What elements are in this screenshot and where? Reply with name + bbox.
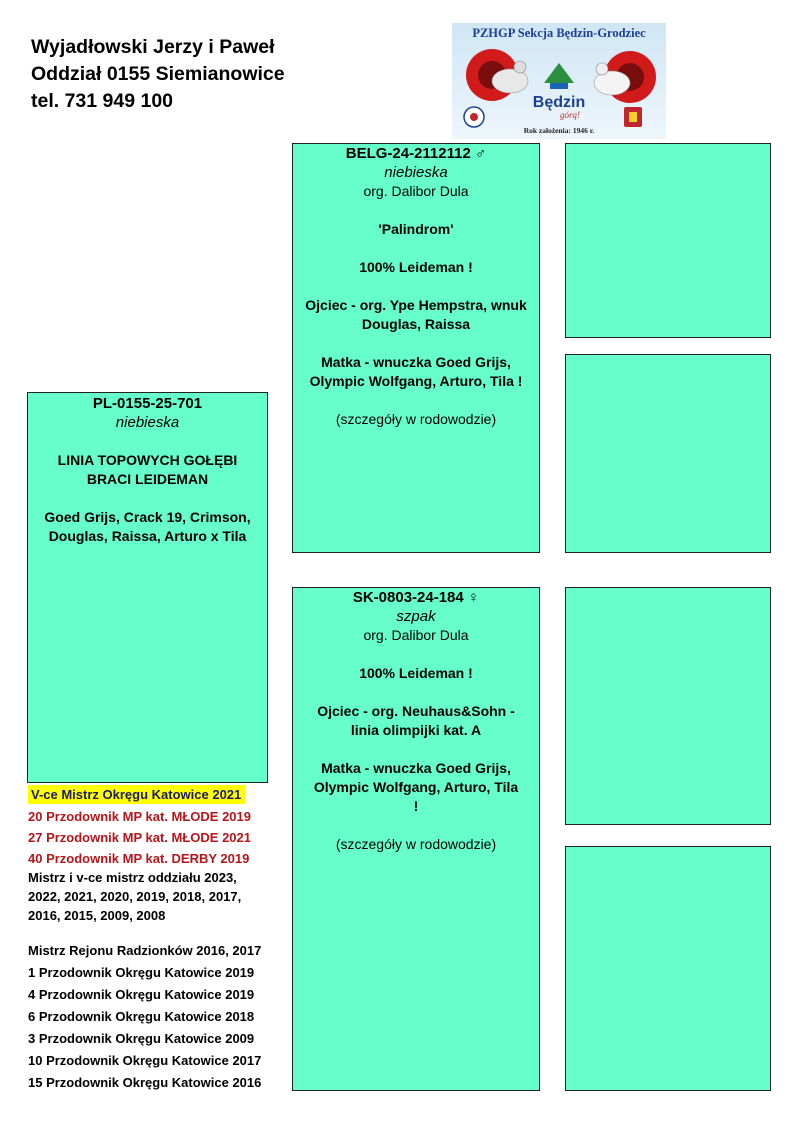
father-card (292, 143, 540, 553)
bird-names-2: Douglas, Raissa, Arturo x Tila (48, 528, 247, 544)
mother-breeder: org. Dalibor Dula (363, 627, 469, 643)
achievement-item: 10 Przodownik Okręgu Katowice 2017 (28, 1053, 262, 1068)
mother-sire-2: linia olimpijki kat. A (350, 722, 482, 738)
logo-tagline: górą! (560, 110, 580, 120)
mother-color: szpak (396, 608, 436, 625)
father-breeder: org. Dalibor Dula (363, 183, 469, 199)
mother-ring: SK-0803-24-184 ♀ (352, 589, 480, 606)
logo-founded: Rok założenia: 1946 r. (523, 126, 595, 135)
owner-phone: tel. 731 949 100 (31, 90, 174, 112)
bird-color: niebieska (115, 414, 180, 431)
father-name: 'Palindrom' (378, 221, 454, 237)
father-dam-1: Matka - wnuczka Goed Grijs, (321, 354, 511, 370)
achievement-item: 20 Przodownik MP kat. MŁODE 2019 (28, 809, 251, 824)
achievement-item: Mistrz i v-ce mistrz oddziału 2023, 2022, 2021, 2020, 2019, 2018, 2017, 2016, 2015, 2009, 2008 (28, 870, 242, 923)
mother-dam-3: ! (413, 798, 419, 814)
achievement-item: 6 Przodownik Okręgu Katowice 2018 (28, 1009, 255, 1024)
mother-card (292, 587, 540, 1091)
owner-header (31, 34, 285, 115)
achievement-item: 27 Przodownik MP kat. MŁODE 2021 (28, 830, 251, 845)
father-color: niebieska (384, 164, 448, 181)
owner-name: Wyjadłowski Jerzy i Paweł (31, 36, 275, 58)
grandparent-box-1 (565, 143, 771, 338)
mother-details: (szczegóły w rodowodzie) (335, 836, 497, 852)
bird-line-1: LINIA TOPOWYCH GOŁĘBI (57, 452, 238, 468)
mother-dam-1: Matka - wnuczka Goed Grijs, (321, 760, 511, 776)
achievement-item: 15 Przodownik Okręgu Katowice 2016 (28, 1075, 262, 1090)
mother-percent: 100% Leideman ! (359, 665, 473, 681)
achievement-item: 40 Przodownik MP kat. DERBY 2019 (28, 851, 250, 866)
achievement-item: Mistrz Rejonu Radzionków 2016, 2017 (28, 943, 262, 958)
father-ring: BELG-24-2112112 ♂ (345, 145, 487, 162)
father-dam-2: Olympic Wolfgang, Arturo, Tila ! (309, 373, 523, 389)
father-sire-1: Ojciec - org. Ype Hempstra, wnuk (305, 297, 527, 313)
logo-title: PZHGP Sekcja Będzin-Grodziec (472, 26, 646, 40)
grandparent-box-3 (565, 587, 771, 825)
logo-city: Będzin (532, 94, 586, 111)
club-logo (452, 23, 666, 139)
mother-dam-2: Olympic Wolfgang, Arturo, Tila (313, 779, 519, 795)
grandparent-box-2 (565, 354, 771, 553)
achievement-item: 4 Przodownik Okręgu Katowice 2019 (28, 987, 255, 1002)
grandparent-box-4 (565, 846, 771, 1091)
mother-sire-1: Ojciec - org. Neuhaus&Sohn - (317, 703, 515, 719)
achievement-item: 3 Przodownik Okręgu Katowice 2009 (28, 1031, 255, 1046)
owner-branch: Oddział 0155 Siemianowice (31, 63, 285, 85)
bird-names-1: Goed Grijs, Crack 19, Crimson, (44, 509, 251, 525)
achievement-highlight: V-ce Mistrz Okręgu Katowice 2021 (28, 785, 245, 804)
father-sire-2: Douglas, Raissa (361, 316, 471, 332)
bird-line-2: BRACI LEIDEMAN (86, 471, 209, 487)
bird-card (27, 392, 268, 783)
achievement-item: 1 Przodownik Okręgu Katowice 2019 (28, 965, 255, 980)
bird-ring: PL-0155-25-701 (92, 395, 203, 412)
father-percent: 100% Leideman ! (359, 259, 473, 275)
father-details: (szczegóły w rodowodzie) (335, 411, 497, 427)
